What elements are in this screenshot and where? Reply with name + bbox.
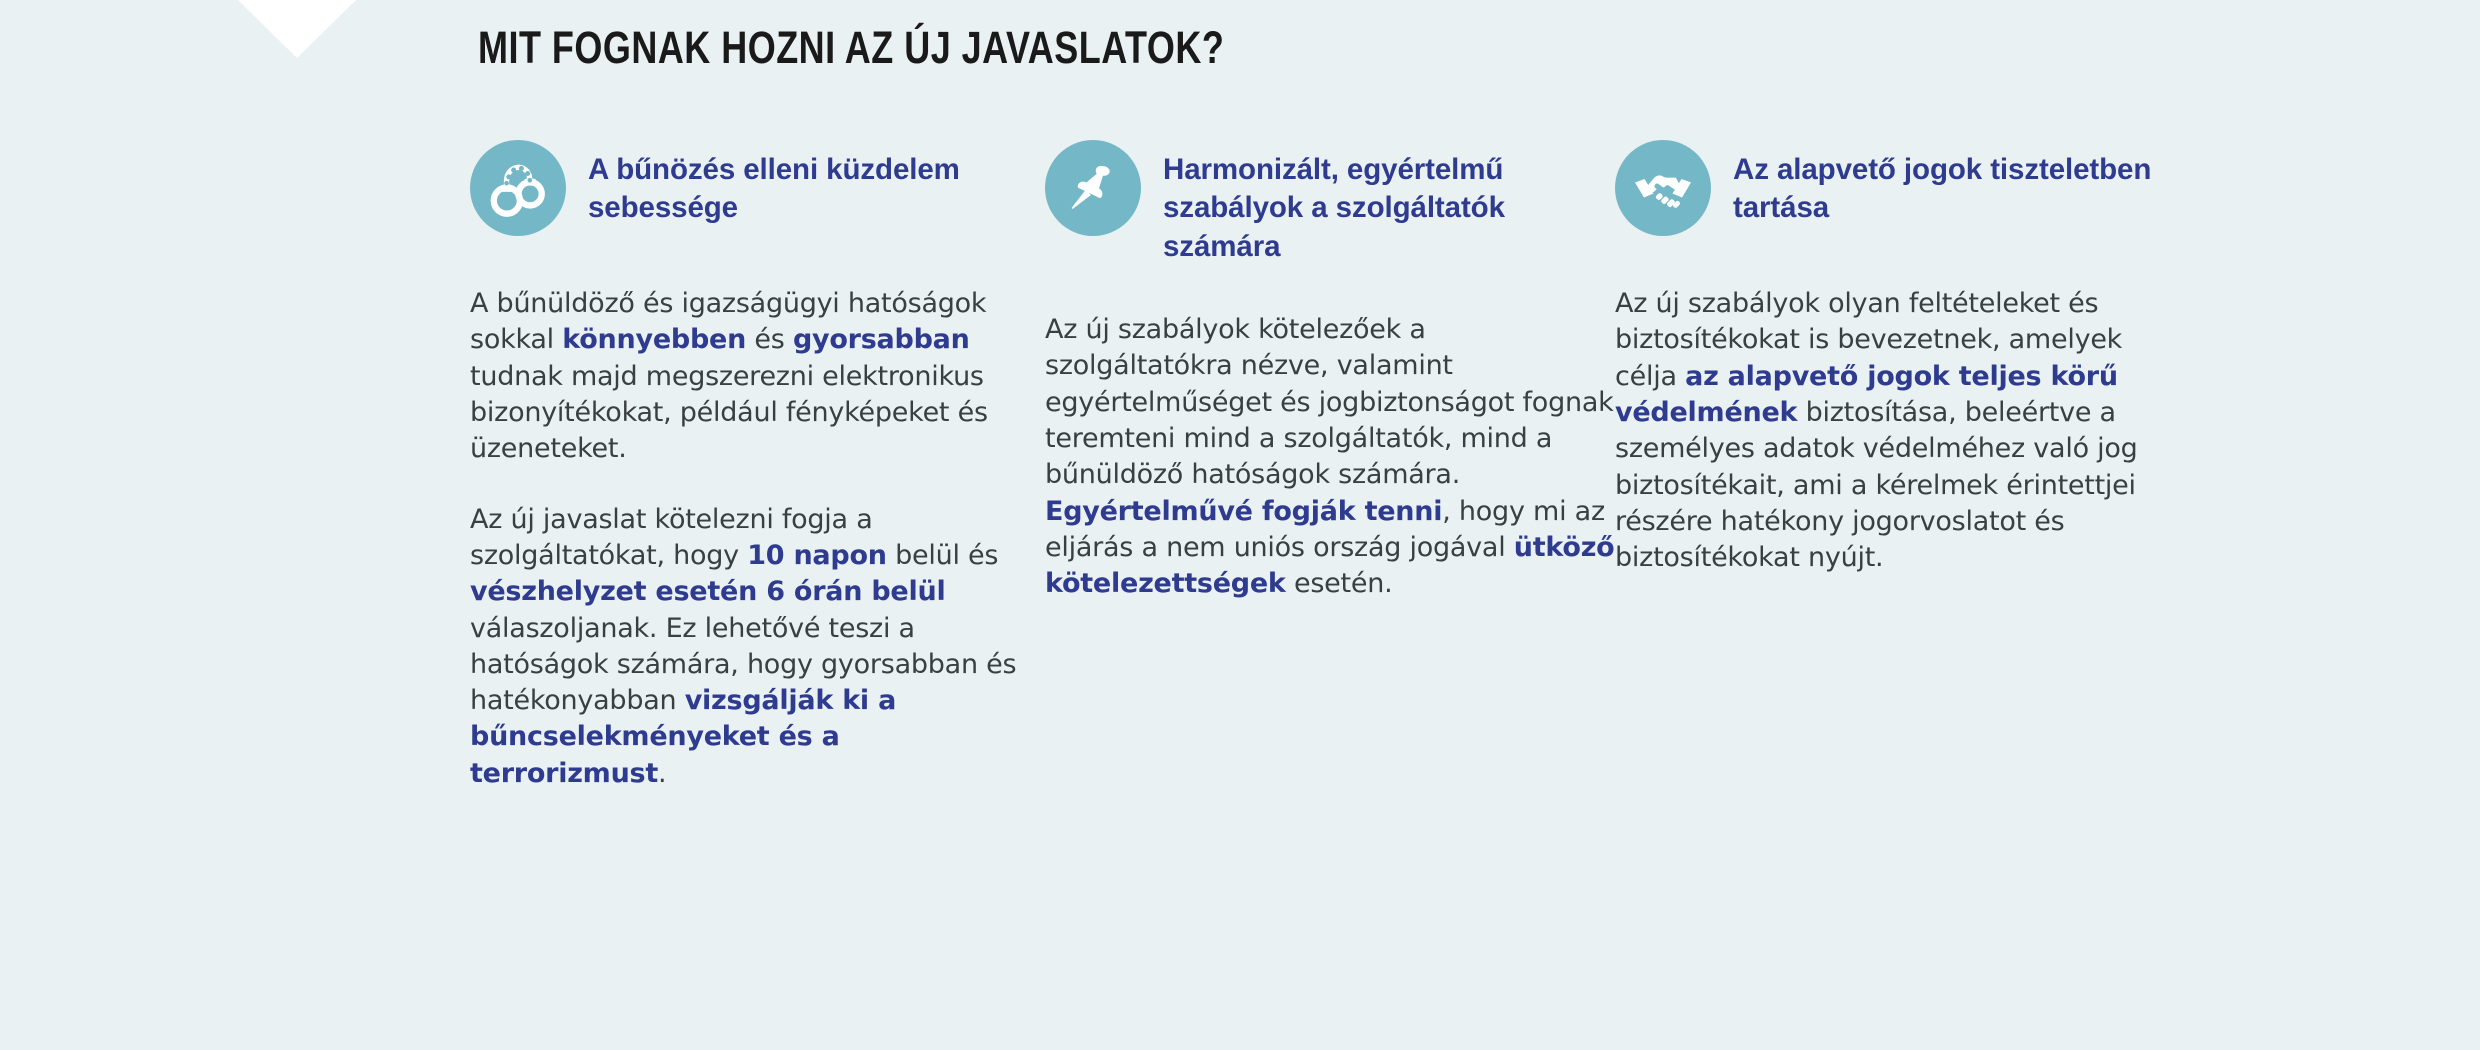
- body-text: .: [658, 757, 667, 789]
- highlighted-text: 10 napon: [747, 539, 887, 571]
- body-text: válaszoljanak. Ez lehetővé teszi a hatóságok számára, hogy gyorsabban és hatékonyabban: [470, 612, 1017, 717]
- column-title: Harmonizált, egyértelmű szabályok a szolgáltatók számára: [1163, 153, 1505, 263]
- column-crime-speed: [470, 140, 1045, 792]
- highlighted-text: vizsgálják ki a bűncselekményeket és a terrorizmust: [470, 685, 897, 789]
- body-text: tudnak majd megszerezni elektronikus bizonyítékokat, például fényképeket és üzeneteket.: [470, 360, 988, 465]
- body-text: Az új javaslat kötelezni fogja a szolgáltatókat, hogy: [470, 503, 873, 571]
- body-paragraph: [1045, 312, 1615, 603]
- page-title: MIT FOGNAK HOZNI AZ ÚJ JAVASLATOK?: [478, 22, 1225, 73]
- column-body: [470, 286, 1045, 792]
- column-title: Az alapvető jogok tiszteletben tartása: [1733, 153, 2152, 225]
- pushpin-icon: [1045, 140, 1141, 236]
- highlighted-text: gyorsabban: [792, 324, 970, 356]
- columns-container: [470, 140, 2430, 792]
- handshake-icon: [1615, 140, 1711, 236]
- body-paragraph: [470, 502, 1045, 793]
- highlighted-text: vészhelyzet esetén 6 órán belül: [470, 576, 946, 608]
- column-body: [1615, 286, 2175, 577]
- column-fundamental-rights: [1615, 140, 2175, 792]
- body-paragraph: [1615, 286, 2175, 577]
- highlighted-text: Egyértelművé fogják tenni: [1045, 495, 1443, 527]
- body-text: és: [746, 324, 793, 356]
- body-text: esetén.: [1285, 568, 1393, 600]
- column-header: [1615, 140, 2175, 240]
- highlighted-text: könnyebben: [562, 324, 747, 356]
- column-header: [1045, 140, 1615, 266]
- body-text: biztosítása, beleértve a személyes adatok védelméhez való jog biztosítékait, ami a kérelmek érintettjei részére hatékony jogorvoslatot és biztosítékokat nyújt.: [1615, 396, 2138, 574]
- body-text: A bűnüldöző és igazságügyi hatóságok sokkal: [470, 288, 987, 356]
- column-title: A bűnözés elleni küzdelem sebessége: [588, 153, 960, 225]
- body-paragraph: [470, 286, 1045, 468]
- corner-notch-triangle: [238, 0, 356, 58]
- handcuffs-icon: [470, 140, 566, 236]
- column-body: [1045, 312, 1615, 603]
- body-text: belül és: [886, 539, 999, 571]
- body-text: Az új szabályok kötelezőek a szolgáltatókra nézve, valamint egyértelműséget és jogbiztonságot fognak teremteni mind a szolgáltatók, mind a bűnüldöző hatóságok számára.: [1045, 314, 1614, 491]
- column-header: [470, 140, 1045, 240]
- body-text: Az új szabályok olyan feltételeket és biztosítékokat is bevezetnek, amelyek célja: [1615, 288, 2123, 392]
- body-text: , hogy mi az eljárás a nem uniós ország jogával: [1045, 495, 1605, 563]
- highlighted-text: ütköző kötelezettségek: [1045, 531, 1615, 600]
- column-harmonised-rules: [1045, 140, 1615, 792]
- highlighted-text: az alapvető jogok teljes körű védelmének: [1615, 360, 2118, 428]
